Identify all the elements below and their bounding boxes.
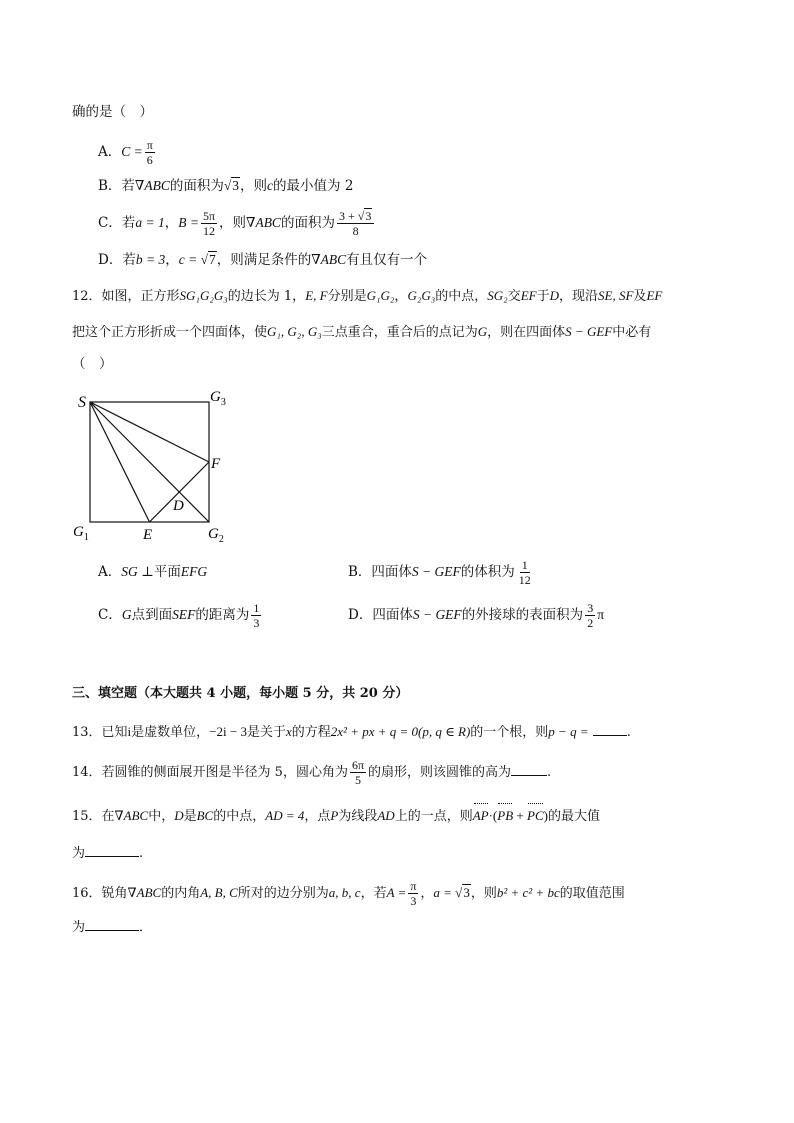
math-expr: + [513,808,527,823]
q12-option-a [98,562,207,582]
q15-question [72,806,600,827]
q13-question [72,722,631,743]
triangle-symbol: ∇ABC [311,252,347,267]
text: . [139,846,144,861]
text: ，现沿 [559,289,599,304]
option-label: C． [98,215,122,231]
text: 是关于 [246,725,286,740]
fraction [251,601,261,630]
math-var: c [267,178,274,193]
answer-blank[interactable] [593,723,627,736]
math-var: D [549,288,560,303]
text: . [626,725,631,740]
text: 平面 [153,564,181,580]
q16-question-line2 [72,918,152,938]
text: 15．在 [72,809,115,824]
text: 的扇形，则该圆锥的高为 [368,765,512,780]
vector-PC: PC [527,806,544,826]
label-F: F [211,456,221,472]
text: 的面积为 [280,215,335,231]
text: 三点重合，重合后的点记为 [321,325,478,340]
denominator: 12 [202,224,215,238]
text: ，则 [470,886,497,901]
text: 若 [121,215,136,231]
q11-option-d [98,250,427,270]
fraction [517,558,533,587]
answer-blank[interactable] [85,918,139,931]
math-expr: ·( [488,808,498,823]
fraction [350,758,366,787]
math-expr: SG ⊥ [121,564,154,579]
radicand: 3 [463,885,470,900]
text: 的内角 [161,886,201,901]
text: 及 [633,289,647,304]
answer-blank[interactable] [85,844,139,857]
math-expr: a = 1 [135,215,165,230]
text: . [547,765,552,780]
text: 是 [183,809,197,824]
text: 把这个正方形折成一个四面体，使 [72,325,268,340]
text: 12．如图，正方形 [72,289,180,304]
q12-option-d [348,598,604,632]
q12-square-figure [70,386,240,546]
q12-option-c [98,598,263,632]
math-var: x [285,724,292,739]
text: 中必有 [612,325,652,340]
numerator-part: 3 + [338,209,358,223]
text: 的体积为 [460,564,515,580]
text: 16．锐角 [72,886,128,901]
math-expr: C = [121,144,143,159]
math-expr: SEF [172,607,196,622]
text: ． [139,920,153,935]
math-expr: SG₁G₂G₃ [179,288,228,303]
text: ，若 [360,886,387,901]
text: 若 [121,178,135,194]
math-expr: EF [646,288,663,303]
triangle-symbol: ∇ABC [114,808,149,823]
text: 为 [72,920,86,935]
math-expr: S − GEF [565,324,613,339]
option-label: D．四面体 [348,607,413,623]
math-expr: B = [178,215,199,230]
vector-AP: AP [473,806,489,826]
label-G2-sub: 2 [218,534,224,545]
math-var: G [477,324,488,339]
text: 的中点， [213,809,266,824]
q12-option-b [348,555,535,589]
denominator: 3 [410,894,417,908]
option-label: B．四面体 [348,564,412,580]
text: ， [165,252,179,268]
math-expr: c = [178,252,201,267]
math-expr: AD [377,808,395,823]
section-3-heading: 三、填空题（本大题共 4 小题，每小题 5 分，共 20 分） [72,686,409,701]
label-G2 [208,526,224,545]
q14-question [72,756,551,790]
segment-SF [90,402,209,462]
math-expr: (p, q ∈ R) [418,724,471,739]
text: 的边长为 1， [227,289,306,304]
label-G1 [73,524,89,543]
sqrt: √3 [357,209,372,223]
text: 13．已知 [72,725,128,740]
text: 14．若圆锥的侧面展开图是半径为 5，圆心角为 [72,765,348,780]
label-G3-sub: 3 [220,397,226,408]
math-var: i [127,724,132,739]
numerator [337,209,374,224]
numerator: 1 [253,601,260,615]
text: 的最大值 [547,809,600,824]
math-expr: a, b, c [328,885,361,900]
text: 若 [122,252,136,268]
fraction [201,209,217,238]
q11-option-a [98,138,157,167]
text: 是虚数单位， [131,725,210,740]
text: ， [420,886,434,901]
math-expr: BC [196,808,214,823]
text: 的中点， [435,289,488,304]
numerator: 6π [351,758,365,772]
fraction [585,601,595,630]
numerator: π [146,138,153,152]
sqrt: √7 [200,252,216,267]
sqrt: √3 [223,178,240,193]
fraction [408,879,418,908]
numerator: 5π [202,209,216,223]
label-G1-letter: G [73,524,84,540]
radicand: 3 [232,178,240,193]
math-expr: E, F [305,288,328,303]
option-label: D． [98,252,123,268]
text: ，则 [240,178,268,194]
text: 交 [507,289,521,304]
numerator: 1 [521,558,528,572]
math-var: P [330,808,339,823]
math-var: D [174,808,184,823]
math-expr: 2x² + px + q = 0 [330,724,419,739]
option-label: C． [98,607,122,623]
text: 分别是 [327,289,367,304]
radicand: 7 [208,252,216,267]
math-expr: SE, SF [598,288,634,303]
denominator: 2 [587,616,594,630]
math-expr: p − q = [548,724,589,739]
text: 的面积为 [169,178,224,194]
math-expr: −2i − 3 [209,724,247,739]
label-E: E [143,527,153,543]
q11-stem-tail: 确的是（ ） [72,104,153,120]
label-D: D [173,498,184,514]
segment-SG2 [90,402,209,522]
vector-PB: PB [497,806,513,826]
q11-option-c [98,206,376,240]
triangle-symbol: ∇ABC [246,215,281,230]
label-G3-letter: G [210,389,221,405]
text: 为 [72,846,86,861]
option-label: A． [98,564,122,580]
math-expr: EFG [180,564,208,579]
math-expr: b² + c² + bc [496,885,560,900]
math-expr: AD = 4 [265,808,305,823]
math-expr: G₁, G₂, G₃ [267,324,322,339]
triangle-symbol: ∇ABC [127,885,162,900]
text: 有且仅有一个 [346,252,428,268]
text: 的外接球的表面积为 [461,607,584,623]
q16-question [72,876,625,911]
radicand: 3 [365,209,372,223]
math-expr: G₁G₂ [366,288,395,303]
q11-option-b [98,176,353,196]
option-label: A． [98,144,122,160]
text: ，则满足条件的 [216,252,312,268]
math-expr: S − GEF [412,607,462,622]
text: 上的一点，则 [394,809,473,824]
q15-question-line2 [72,844,143,864]
math-expr: a = [433,885,456,900]
text: 的方程 [291,725,331,740]
math-expr: S − GEF [411,564,461,579]
q12-stem-line2 [72,322,651,343]
math-expr: b = 3 [135,252,166,267]
text: ，则在四面体 [487,325,566,340]
numerator: π [410,879,417,893]
triangle-symbol: ∇ABC [134,178,170,193]
text: 点到面 [131,607,173,623]
denominator: 3 [253,616,260,630]
math-expr: A = [386,885,407,900]
text: 的最小值为 2 [273,178,354,194]
text: 的距离为 [195,607,250,623]
math-expr: G₂G₃ [407,288,436,303]
math-expr: A, B, C [200,885,238,900]
segment-SE [90,402,150,522]
text: 为线段 [338,809,378,824]
text: 中， [148,809,175,824]
math-expr: SG₂ [487,288,508,303]
label-G2-letter: G [208,526,219,542]
q12-stem-line3: （ ） [72,356,113,372]
q12-stem-line1 [72,286,662,307]
text: ，点 [304,809,331,824]
text: ， [164,215,179,231]
text: ，则 [219,215,247,231]
denominator: 12 [518,573,531,587]
text: 于 [536,289,550,304]
math-expr: EF [520,288,537,303]
math-var: π [597,607,605,622]
fraction [145,138,155,167]
text: 所对的边分别为 [237,886,329,901]
math-var: G [121,607,132,622]
option-label: B． [98,178,122,194]
math-expr: ) [543,808,548,823]
fraction [337,209,374,238]
text: 的取值范围 [559,886,625,901]
numerator: 3 [587,601,594,615]
denominator: 8 [352,224,359,238]
sqrt: √3 [455,885,470,900]
denominator: 5 [354,773,361,787]
denominator: 6 [146,153,153,167]
text: ， [394,289,408,304]
answer-blank[interactable] [511,763,547,776]
text: 的一个根，则 [470,725,549,740]
label-G3 [210,389,226,408]
label-S: S [78,394,86,411]
label-G1-sub: 1 [83,532,89,543]
